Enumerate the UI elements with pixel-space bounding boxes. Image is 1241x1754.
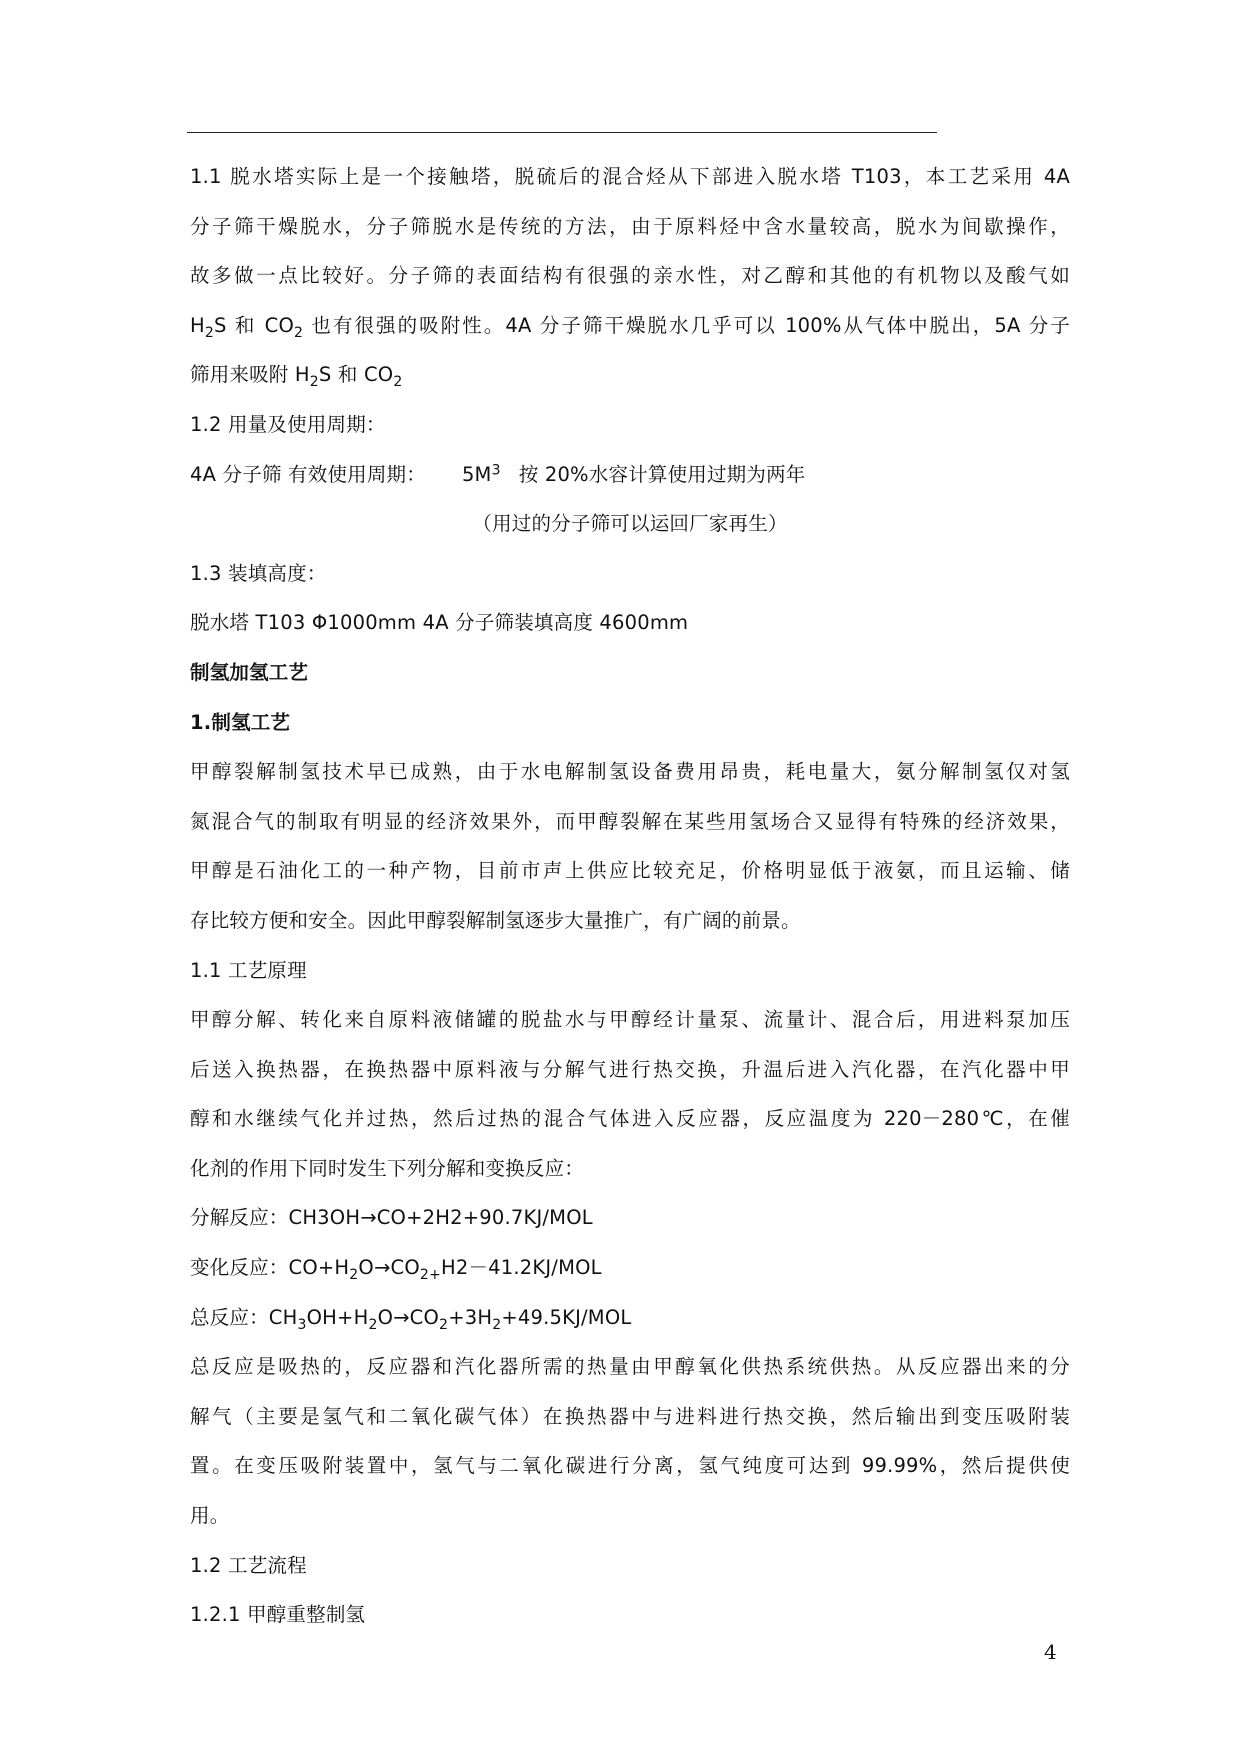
paragraph-line-sieve: 筛用来吸附 $H_2S$ 和 $CO_2$ — [190, 363, 403, 391]
paragraph-line: 1.1 脱水塔实际上是一个接触塔，脱硫后的混合烃从下部进入脱水塔 T103，本工艺采用 4A — [190, 165, 1070, 188]
principle-line: 化剂的作用下同时发生下列分解和变换反应： — [190, 1156, 585, 1180]
height-line: 脱水塔 T103 Φ1000mm 4A 分子筛装填高度 4600mm — [190, 611, 689, 635]
reaction-decomposition: 分解反应：CH3OH→CO+2H2+90.7KJ/MOL — [190, 1206, 593, 1230]
principle-line: 醇和水继续气化并过热，然后过热的混合气体进入反应器，反应温度为 220－280℃，在催 — [190, 1107, 1070, 1131]
reaction-shift: 变化反应：$CO+H_2O\to CO_{2+}H2-41.2KJ$/MOL — [190, 1256, 602, 1283]
principle-line: 后送入换热器，在换热器中原料液与分解气进行热交换，升温后进入汽化器，在汽化器中甲 — [190, 1057, 1070, 1081]
section-title-methanol-reforming: 1.2.1 甲醇重整制氢 — [190, 1603, 366, 1627]
page-number: 4 — [1044, 1640, 1057, 1664]
summary-line: 置。在变压吸附装置中，氢气与二氧化碳进行分离，氢气纯度可达到 99.99%，然后提供使 — [190, 1454, 1070, 1478]
summary-line: 总反应是吸热的，反应器和汽化器所需的热量由甲醇氧化供热系统供热。从反应器出来的分 — [190, 1355, 1070, 1379]
heading-hydrogen-process: 制氢加氢工艺 — [190, 660, 309, 684]
regeneration-note: （用过的分子筛可以运回厂家再生） — [472, 512, 788, 536]
reaction-total: 总反应：$CH_3OH+H_2O\to CO_2+3H_2+49.5KJ$/MOL — [190, 1305, 632, 1333]
paragraph-line: 故多做一点比较好。分子筛的表面结构有很强的亲水性，对乙醇和其他的有机物以及酸气如 — [190, 264, 1070, 288]
summary-line: 解气（主要是氢气和二氧化碳气体）在换热器中与进料进行热交换，然后输出到变压吸附装 — [190, 1404, 1070, 1428]
section-title-usage: 1.2 用量及使用周期： — [190, 412, 386, 436]
section-title-flow: 1.2 工艺流程 — [190, 1553, 307, 1577]
section-title-principle: 1.1 工艺原理 — [190, 958, 307, 982]
intro-line: 甲醇裂解制氢技术早已成熟，由于水电解制氢设备费用昂贵，耗电量大，氨分解制氢仅对氢 — [190, 760, 1070, 784]
document-body — [190, 162, 1070, 1650]
intro-line: 存比较方便和安全。因此甲醇裂解制氢逐步大量推广，有广阔的前景。 — [190, 908, 801, 932]
principle-line: 甲醇分解、转化来自原料液储罐的脱盐水与甲醇经计量泵、流量计、混合后，用进料泵加压 — [190, 1008, 1070, 1032]
header-rule — [187, 132, 937, 133]
usage-line: 4A 分子筛 有效使用周期： $5M^3$ 按 20%水容计算使用过期为两年 — [190, 462, 806, 486]
heading-hydrogen-production: 1.制氢工艺 — [190, 710, 291, 734]
paragraph-line-h2s: $H_2S$ 和 $CO_2$ 也有很强的吸附性。4A 分子筛干燥脱水几乎可以 100%从气体中脱出，5A 分子 — [190, 313, 1070, 341]
section-title-height: 1.3 装填高度： — [190, 561, 327, 585]
intro-line: 甲醇是石油化工的一种产物，目前市声上供应比较充足，价格明显低于液氨，而且运输、储 — [190, 859, 1070, 883]
intro-line: 氮混合气的制取有明显的经济效果外，而甲醇裂解在某些用氢场合又显得有特殊的经济效果， — [190, 809, 1070, 833]
summary-line: 用。 — [190, 1504, 230, 1528]
paragraph-line: 分子筛干燥脱水，分子筛脱水是传统的方法，由于原料烃中含水量较高，脱水为间歇操作， — [190, 214, 1070, 238]
